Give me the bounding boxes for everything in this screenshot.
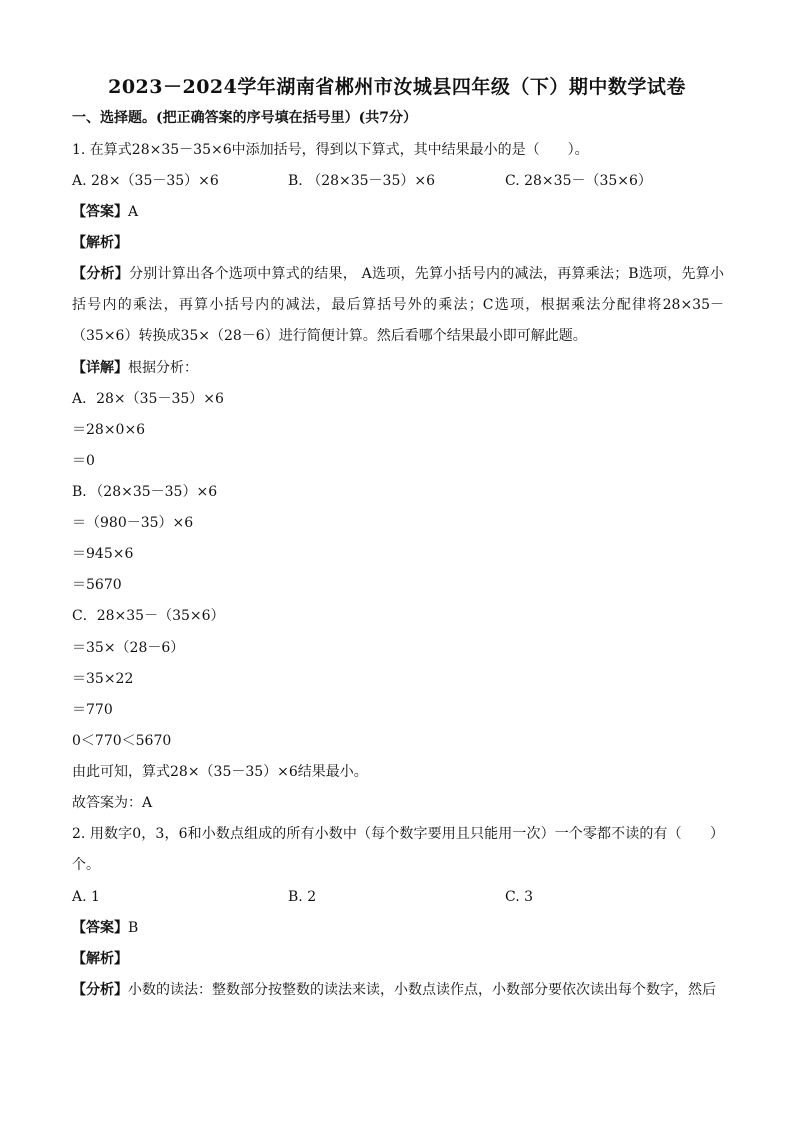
question-1-option-a: A. 28×（35－35）×6 bbox=[72, 173, 219, 189]
calc-step: C．28×35－（35×6） bbox=[72, 608, 225, 624]
answer-tag: 【答案】 bbox=[72, 920, 128, 936]
question-1-detail bbox=[72, 358, 198, 378]
section-heading: 一、选择题。(把正确答案的序号填在括号里）(共7分） bbox=[72, 110, 417, 126]
calc-step: 由此可知，算式28×（35－35）×6结果最小。 bbox=[72, 764, 368, 780]
question-2-answer bbox=[72, 918, 138, 938]
fenxi-text: 小数的读法：整数部分按整数的读法来读，小数点读作点，小数部分要依次读出每个数字，然后 bbox=[128, 982, 716, 998]
calc-step: ＝（980－35）×6 bbox=[72, 515, 194, 531]
question-1-analysis bbox=[72, 259, 724, 352]
detail-text: 根据分析： bbox=[128, 360, 198, 376]
question-1-option-b: B. （28×35－35）×6 bbox=[288, 173, 435, 189]
answer-value: B bbox=[128, 920, 139, 936]
calc-step: ＝770 bbox=[72, 702, 113, 718]
question-2-option-b: B. 2 bbox=[288, 889, 317, 905]
question-2-stem: 2. 用数字0，3，6和小数点组成的所有小数中（每个数字要用且只能用一次）一个零都不读的有（ ）个。 bbox=[72, 826, 724, 873]
question-2-option-c: C. 3 bbox=[505, 889, 534, 905]
calc-step: 0＜770＜5670 bbox=[72, 733, 172, 749]
question-1-answer bbox=[72, 202, 138, 222]
calc-step: ＝35×22 bbox=[72, 671, 134, 687]
calc-step: ＝35×（28－6） bbox=[72, 640, 185, 656]
calc-step: ＝28×0×6 bbox=[72, 422, 146, 438]
detail-tag: 【详解】 bbox=[72, 360, 128, 376]
fenxi-tag: 【分析】 bbox=[72, 982, 128, 998]
fenxi-text: 分别计算出各个选项中算式的结果， A选项，先算小括号内的减法，再算乘法；B选项，先算小括号内的乘法，再算小括号内的减法，最后算括号外的乘法；C选项，根据乘法分配律将28×35－（35×6）转换成35×（28－6）进行简便计算。然后看哪个结果最小即可解此题。 bbox=[72, 266, 724, 344]
calc-step: ＝0 bbox=[72, 453, 95, 469]
question-1-analysis-tag: 【解析】 bbox=[72, 235, 128, 251]
question-1-stem: 1. 在算式28×35－35×6中添加括号，得到以下算式，其中结果最小的是（ ）。 bbox=[72, 142, 589, 158]
fenxi-tag: 【分析】 bbox=[72, 266, 129, 282]
question-2-analysis-tag: 【解析】 bbox=[72, 951, 128, 967]
answer-tag: 【答案】 bbox=[72, 204, 128, 220]
question-1-option-c: C. 28×35－（35×6） bbox=[505, 173, 652, 189]
calc-step: B．（28×35－35）×6 bbox=[72, 484, 218, 500]
question-2-option-a: A. 1 bbox=[72, 889, 100, 905]
question-2-analysis bbox=[72, 980, 716, 1000]
calc-step: A．28×（35－35）×6 bbox=[72, 391, 224, 407]
calc-step: ＝5670 bbox=[72, 577, 122, 593]
answer-value: A bbox=[128, 204, 139, 220]
page-title: 2023－2024学年湖南省郴州市汝城县四年级（下）期中数学试卷 bbox=[108, 76, 686, 98]
calc-step: 故答案为：A bbox=[72, 795, 153, 811]
calc-step: ＝945×6 bbox=[72, 546, 134, 562]
